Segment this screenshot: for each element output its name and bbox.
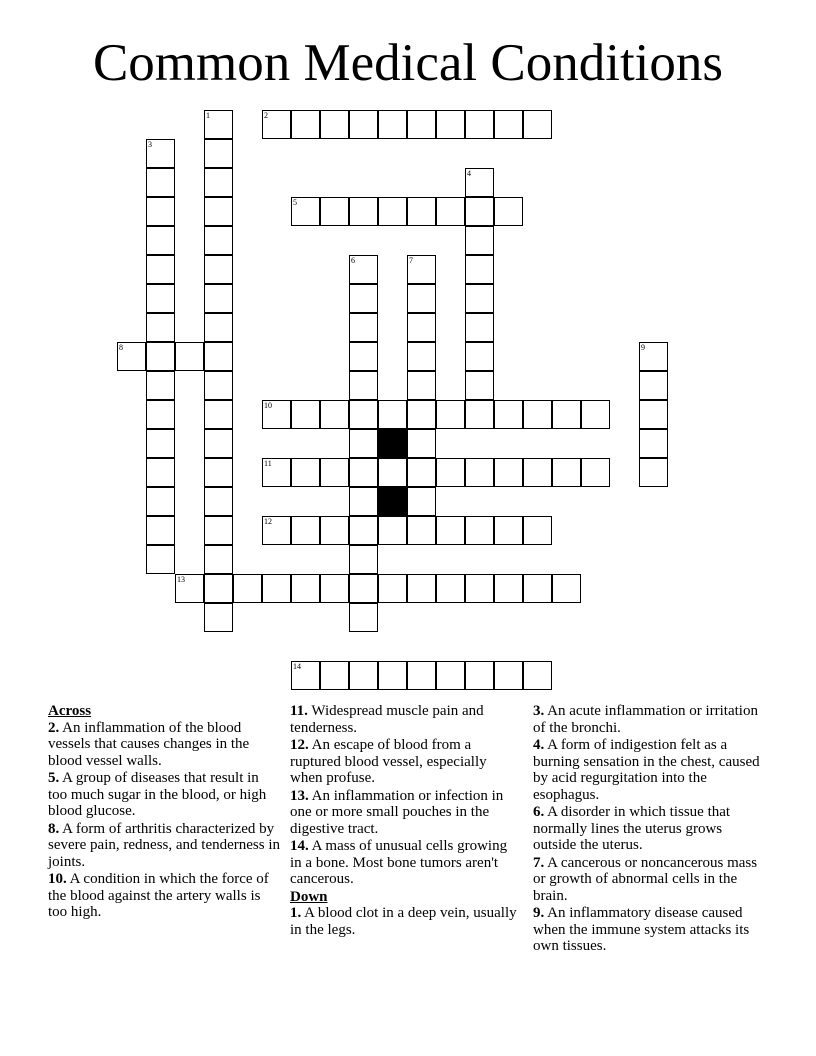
grid-cell[interactable] bbox=[262, 574, 291, 603]
grid-cell[interactable] bbox=[320, 458, 349, 487]
grid-cell[interactable] bbox=[407, 516, 436, 545]
grid-cell[interactable] bbox=[349, 255, 378, 284]
clue-item bbox=[48, 720, 280, 770]
grid-cell[interactable] bbox=[146, 255, 175, 284]
grid-cell[interactable] bbox=[407, 458, 436, 487]
clue-number: 6 bbox=[351, 256, 355, 265]
grid-cell[interactable] bbox=[407, 284, 436, 313]
grid-cell[interactable] bbox=[465, 313, 494, 342]
clue-number-label: 13. bbox=[290, 787, 309, 804]
clues-column-2 bbox=[290, 703, 522, 939]
grid-cell[interactable] bbox=[146, 168, 175, 197]
grid-cell[interactable] bbox=[465, 342, 494, 371]
grid-cell[interactable] bbox=[407, 371, 436, 400]
clue-item bbox=[533, 855, 765, 905]
grid-cell[interactable] bbox=[146, 458, 175, 487]
grid-cell[interactable] bbox=[465, 661, 494, 690]
clue-text: A group of diseases that result in too much sugar in the blood, or high blood glucose. bbox=[48, 770, 267, 819]
clue-number-label: 6. bbox=[533, 804, 545, 820]
grid-cell[interactable] bbox=[146, 226, 175, 255]
grid-cell[interactable] bbox=[407, 313, 436, 342]
grid-cell[interactable] bbox=[175, 574, 204, 603]
clue-number: 2 bbox=[264, 111, 268, 120]
grid-cell[interactable] bbox=[204, 371, 233, 400]
grid-cell[interactable] bbox=[204, 458, 233, 487]
grid-cell[interactable] bbox=[465, 371, 494, 400]
clue-number: 11 bbox=[264, 459, 272, 468]
grid-cell[interactable] bbox=[146, 139, 175, 168]
grid-cell[interactable] bbox=[465, 197, 494, 226]
grid-cell[interactable] bbox=[320, 661, 349, 690]
clue-text: An escape of blood from a ruptured blood vessel, especially when profuse. bbox=[290, 737, 487, 786]
clue-text: Widespread muscle pain and tenderness. bbox=[290, 703, 484, 736]
clue-number: 7 bbox=[409, 256, 413, 265]
grid-cell[interactable] bbox=[436, 516, 465, 545]
grid-cell[interactable] bbox=[349, 342, 378, 371]
grid-cell[interactable] bbox=[349, 574, 378, 603]
down-clue-list bbox=[290, 905, 522, 938]
clue-number-label: 11. bbox=[290, 703, 308, 719]
grid-cell[interactable] bbox=[552, 400, 581, 429]
grid-cell[interactable] bbox=[291, 197, 320, 226]
grid-cell[interactable] bbox=[204, 516, 233, 545]
grid-cell[interactable] bbox=[204, 255, 233, 284]
grid-cell[interactable] bbox=[465, 226, 494, 255]
down-clue-list-continued bbox=[533, 703, 765, 955]
grid-cell[interactable] bbox=[523, 110, 552, 139]
clue-number: 13 bbox=[177, 575, 185, 584]
clue-number: 8 bbox=[119, 343, 123, 352]
grid-cell[interactable] bbox=[262, 516, 291, 545]
clue-number-label: 7. bbox=[533, 854, 545, 871]
clue-number: 9 bbox=[641, 343, 645, 352]
clue-number-label: 10. bbox=[48, 871, 67, 887]
grid-cell[interactable] bbox=[465, 255, 494, 284]
grid-cell[interactable] bbox=[465, 516, 494, 545]
grid-cell[interactable] bbox=[146, 371, 175, 400]
grid-cell[interactable] bbox=[204, 342, 233, 371]
grid-cell[interactable] bbox=[349, 603, 378, 632]
grid-cell[interactable] bbox=[204, 313, 233, 342]
grid-cell[interactable] bbox=[378, 516, 407, 545]
grid-cell[interactable] bbox=[262, 458, 291, 487]
across-clue-list bbox=[48, 720, 280, 921]
grid-cell[interactable] bbox=[523, 574, 552, 603]
clue-item bbox=[290, 737, 522, 787]
grid-cell[interactable] bbox=[349, 516, 378, 545]
clue-text: An acute inflammation or irritation of the bronchi. bbox=[533, 703, 758, 736]
clue-item bbox=[533, 905, 765, 955]
grid-cell[interactable] bbox=[349, 458, 378, 487]
grid-cell[interactable] bbox=[204, 603, 233, 632]
clue-number: 14 bbox=[293, 662, 301, 671]
page-title: Common Medical Conditions bbox=[92, 34, 724, 92]
grid-cell[interactable] bbox=[407, 342, 436, 371]
clue-number: 1 bbox=[206, 111, 210, 120]
clue-number-label: 8. bbox=[48, 820, 60, 837]
grid-cell[interactable] bbox=[436, 400, 465, 429]
grid-cell[interactable] bbox=[494, 110, 523, 139]
grid-cell[interactable] bbox=[349, 661, 378, 690]
grid-cell[interactable] bbox=[378, 400, 407, 429]
grid-cell[interactable] bbox=[349, 284, 378, 313]
clue-number-label: 14. bbox=[290, 838, 309, 854]
grid-cell[interactable] bbox=[523, 400, 552, 429]
grid-cell[interactable] bbox=[291, 574, 320, 603]
grid-cell[interactable] bbox=[494, 574, 523, 603]
grid-cell[interactable] bbox=[175, 342, 204, 371]
grid-cell[interactable] bbox=[523, 458, 552, 487]
grid-cell[interactable] bbox=[494, 458, 523, 487]
clue-number: 5 bbox=[293, 198, 297, 207]
grid-cell[interactable] bbox=[407, 661, 436, 690]
grid-cell[interactable] bbox=[204, 400, 233, 429]
clues-column-1 bbox=[48, 703, 280, 922]
grid-cell[interactable] bbox=[146, 400, 175, 429]
grid-cell[interactable] bbox=[320, 574, 349, 603]
clue-item bbox=[290, 703, 522, 736]
grid-cell[interactable] bbox=[262, 400, 291, 429]
clue-item bbox=[290, 905, 522, 938]
clue-text: An inflammatory disease caused when the immune system attacks its own tissues. bbox=[533, 905, 750, 954]
clue-item bbox=[48, 770, 280, 820]
grid-cell[interactable] bbox=[204, 168, 233, 197]
grid-cell[interactable] bbox=[204, 197, 233, 226]
grid-cell[interactable] bbox=[639, 429, 668, 458]
clue-number: 10 bbox=[264, 401, 272, 410]
grid-cell[interactable] bbox=[378, 197, 407, 226]
grid-cell[interactable] bbox=[581, 400, 610, 429]
across-header: Across bbox=[48, 703, 92, 719]
clue-item bbox=[290, 788, 522, 838]
grid-cell[interactable] bbox=[494, 197, 523, 226]
grid-cell[interactable] bbox=[204, 487, 233, 516]
grid-cell[interactable] bbox=[378, 661, 407, 690]
grid-cell[interactable] bbox=[465, 574, 494, 603]
grid-cell[interactable] bbox=[204, 284, 233, 313]
clue-text: A cancerous or noncancerous mass or growth of abnormal cells in the brain. bbox=[533, 854, 758, 904]
grid-cell[interactable] bbox=[320, 400, 349, 429]
grid-cell[interactable] bbox=[204, 574, 233, 603]
clue-number-label: 4. bbox=[533, 737, 545, 753]
grid-cell[interactable] bbox=[465, 458, 494, 487]
clue-number: 4 bbox=[467, 169, 471, 178]
clue-number-label: 3. bbox=[533, 703, 545, 719]
grid-cell[interactable] bbox=[146, 313, 175, 342]
grid-cell[interactable] bbox=[291, 110, 320, 139]
grid-cell[interactable] bbox=[146, 342, 175, 371]
grid-cell[interactable] bbox=[204, 429, 233, 458]
grid-cell[interactable] bbox=[407, 487, 436, 516]
grid-cell[interactable] bbox=[494, 400, 523, 429]
grid-cell[interactable] bbox=[349, 313, 378, 342]
grid-cell[interactable] bbox=[639, 342, 668, 371]
grid-cell[interactable] bbox=[146, 487, 175, 516]
clue-text: A form of indigestion felt as a burning sensation in the chest, caused by acid regurgitation into the esophagus. bbox=[533, 737, 760, 803]
clue-text: A form of arthritis characterized by severe pain, redness, and tenderness in joints. bbox=[48, 820, 281, 870]
clue-item bbox=[533, 737, 765, 803]
clue-text: A disorder in which tissue that normally lines the uterus grows outside the uterus. bbox=[533, 804, 731, 853]
grid-cell[interactable] bbox=[349, 371, 378, 400]
clue-number-label: 12. bbox=[290, 737, 309, 753]
down-header: Down bbox=[290, 888, 328, 905]
grid-cell[interactable] bbox=[407, 197, 436, 226]
clue-number-label: 1. bbox=[290, 905, 302, 921]
grid-cell[interactable] bbox=[639, 458, 668, 487]
clue-number-label: 2. bbox=[48, 719, 60, 736]
grid-cell[interactable] bbox=[378, 458, 407, 487]
grid-cell[interactable] bbox=[407, 255, 436, 284]
clue-item bbox=[290, 838, 522, 888]
grid-cell[interactable] bbox=[146, 429, 175, 458]
clue-text: A blood clot in a deep vein, usually in the legs. bbox=[290, 905, 517, 938]
grid-cell[interactable] bbox=[204, 545, 233, 574]
clue-text: A mass of unusual cells growing in a bone. Most bone tumors aren't cancerous. bbox=[290, 838, 508, 887]
grid-cell[interactable] bbox=[349, 429, 378, 458]
grid-cell[interactable] bbox=[146, 545, 175, 574]
grid-cell[interactable] bbox=[523, 661, 552, 690]
grid-cell[interactable] bbox=[436, 574, 465, 603]
grid-cell[interactable] bbox=[204, 110, 233, 139]
grid-cell[interactable] bbox=[378, 110, 407, 139]
grid-cell[interactable] bbox=[262, 110, 291, 139]
grid-cell[interactable] bbox=[523, 516, 552, 545]
across-clue-list-continued bbox=[290, 703, 522, 888]
grid-cell[interactable] bbox=[146, 284, 175, 313]
grid-cell[interactable] bbox=[494, 516, 523, 545]
grid-cell[interactable] bbox=[204, 226, 233, 255]
grid-cell[interactable] bbox=[436, 458, 465, 487]
black-cell bbox=[378, 429, 407, 458]
grid-cell[interactable] bbox=[407, 574, 436, 603]
clue-item bbox=[533, 804, 765, 854]
clue-item bbox=[48, 821, 280, 871]
grid-cell[interactable] bbox=[349, 400, 378, 429]
grid-cell[interactable] bbox=[349, 197, 378, 226]
grid-cell[interactable] bbox=[146, 516, 175, 545]
grid-cell[interactable] bbox=[320, 516, 349, 545]
clue-number-label: 5. bbox=[48, 770, 60, 786]
grid-cell[interactable] bbox=[349, 545, 378, 574]
grid-cell[interactable] bbox=[233, 574, 262, 603]
grid-cell[interactable] bbox=[320, 197, 349, 226]
grid-cell[interactable] bbox=[349, 110, 378, 139]
clue-text: A condition in which the force of the blood against the artery walls is too high. bbox=[48, 871, 269, 920]
grid-cell[interactable] bbox=[407, 429, 436, 458]
grid-cell[interactable] bbox=[465, 400, 494, 429]
grid-cell[interactable] bbox=[291, 400, 320, 429]
grid-cell[interactable] bbox=[436, 197, 465, 226]
grid-cell[interactable] bbox=[436, 110, 465, 139]
grid-cell[interactable] bbox=[639, 400, 668, 429]
black-cell bbox=[378, 487, 407, 516]
clue-number: 3 bbox=[148, 140, 152, 149]
grid-cell[interactable] bbox=[407, 400, 436, 429]
clue-number: 12 bbox=[264, 517, 272, 526]
clue-number-label: 9. bbox=[533, 905, 545, 921]
grid-cell[interactable] bbox=[436, 661, 465, 690]
clue-text: An inflammation or infection in one or more small pouches in the digestive tract. bbox=[290, 787, 504, 837]
clue-item bbox=[533, 703, 765, 736]
grid-cell[interactable] bbox=[117, 342, 146, 371]
grid-cell[interactable] bbox=[581, 458, 610, 487]
grid-cell[interactable] bbox=[320, 110, 349, 139]
grid-cell[interactable] bbox=[639, 371, 668, 400]
grid-cell[interactable] bbox=[407, 110, 436, 139]
grid-cell[interactable] bbox=[494, 661, 523, 690]
clue-item bbox=[48, 871, 280, 921]
grid-cell[interactable] bbox=[465, 284, 494, 313]
grid-cell[interactable] bbox=[204, 139, 233, 168]
grid-cell[interactable] bbox=[552, 574, 581, 603]
grid-cell[interactable] bbox=[291, 458, 320, 487]
clue-text: An inflammation of the blood vessels that causes changes in the blood vessel walls. bbox=[48, 719, 250, 769]
grid-cell[interactable] bbox=[552, 458, 581, 487]
grid-cell[interactable] bbox=[349, 487, 378, 516]
clues-column-3 bbox=[533, 703, 765, 956]
grid-cell[interactable] bbox=[465, 110, 494, 139]
grid-cell[interactable] bbox=[378, 574, 407, 603]
grid-cell[interactable] bbox=[291, 661, 320, 690]
grid-cell[interactable] bbox=[146, 197, 175, 226]
grid-cell[interactable] bbox=[465, 168, 494, 197]
grid-cell[interactable] bbox=[291, 516, 320, 545]
